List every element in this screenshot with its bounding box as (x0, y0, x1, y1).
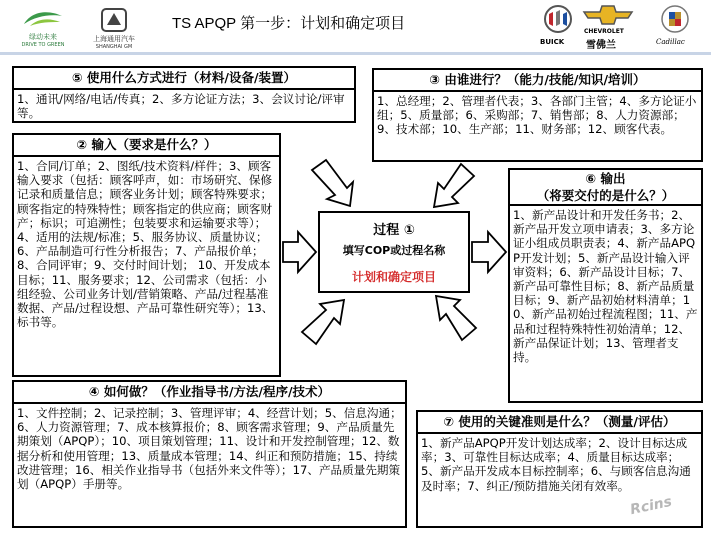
arrow-method (312, 160, 353, 206)
who-box-body: 1、总经理；2、管理者代表；3、各部门主管；4、多方论证小组；5、质量部；6、采购部；7、销售部；8、人力资源部；9、技术部；10、生产部；11、财务部；12、顾客代表。 (377, 94, 697, 137)
method-box-title: ⑤ 使用什么方式进行（材料/设备/装置） (14, 68, 354, 90)
method-box-body: 1、通讯/网络/电话/传真；2、多方论证方法；3、会议讨论/评审等。 (17, 92, 345, 121)
criteria-box-body: 1、新产品APQP开发计划达成率；2、设计目标达成率；3、可靠性目标达成率；4、质量目标达成率；5、新产品开发成本目标控制率；6、与顾客信息沟通及时率；7、纠正/预防措施关闭有效率。 (421, 436, 691, 493)
output-box-title: ⑥ 输出 (585, 171, 626, 186)
output-box-subtitle: （将要交付的是什么？） (536, 188, 675, 203)
process-title: 过程 ① (373, 223, 415, 238)
brand-chevrolet-cn: 雪佛兰 (586, 40, 616, 51)
arrow-criteria (436, 296, 476, 340)
logo-left-1-text: 绿动未来 (29, 33, 57, 41)
who-box-title: ③ 由谁进行？（能力/技能/知识/培训） (374, 70, 701, 92)
arrow-how (302, 300, 344, 344)
how-box-title: ④ 如何做？（作业指导书/方法/程序/技术） (14, 382, 405, 404)
output-box-body: 1、新产品设计和开发任务书；2、新产品开发立项申请表；3、多方论证小组成员职责表；4、新产品APQP开发计划；5、新产品设计输入评审资料；6、新产品设计目标；7、新产品可靠性目标；8、新产品质量目标；9、新产品初始材料清单；10、新产品初始过程流程图；11、产品和过程特殊特性初始清单；12、新产品保证计划；13、管理者支持。 (513, 208, 698, 365)
page-title: TS APQP 第一步：计划和确定项目 (172, 15, 406, 32)
input-box-title: ② 输入（要求是什么？） (14, 135, 279, 157)
how-box-body: 1、文件控制；2、记录控制；3、管理评审；4、经营计划；5、信息沟通；6、人力资源管理；7、成本核算报价；8、顾客需求管理；9、产品质量先期策划（APQP）；10、项目策划管理；11、设计和开发控制管理；12、数据分析和使用管理；13、质量成本管理；14、纠正和预防措施；15、持续改进管理；16、相关作业指导书（包括外来文件等）；17、产品质量先期策划（APQP）手册等。 (17, 406, 402, 492)
input-box-body: 1、合同/订单；2、图纸/技术资料/样件；3、顾客输入要求（包括：顾客呼声，如：市场研究、保修记录和质量信息；顾客业务计划；顾客特殊要求；顾客指定的特殊特性；顾客指定的供应商；顾客财产；标识；可追溯性；包装要求和运输要求等）；4、适用的法规/标准；5、服务协议、质量协议；6、产品制造可行性分析报告；7、产品报价单；8、合同评审；9、交付时间计划； 10、开发成本目标；11、服务要求；12、公司需求（包括：小组经验、公司业务计划/营销策略、产品/过程基准数据、产品/过程设想、产品可靠性研究等）；13、标书等。 (17, 159, 274, 330)
logo-left-2-text: 上海通用汽车 (93, 35, 135, 43)
process-name: 计划和确定项目 (351, 270, 436, 284)
watermark: Rcins (628, 493, 674, 519)
arrow-who (434, 164, 474, 207)
brand-buick: BUICK (540, 38, 565, 46)
brand-chevrolet: CHEVROLET (584, 28, 624, 35)
brand-cadillac: Cadillac (656, 38, 685, 46)
arrow-output (472, 232, 506, 272)
logo-left-2-sub: SHANGHAI GM (95, 44, 133, 50)
logo-left-1-sub: DRIVE TO GREEN (21, 42, 65, 48)
arrow-input (283, 232, 316, 272)
criteria-box-title: ⑦ 使用的关键准则是什么？（测量/评估） (418, 412, 701, 434)
process-instruction: 填写COP或过程名称 (342, 244, 446, 257)
